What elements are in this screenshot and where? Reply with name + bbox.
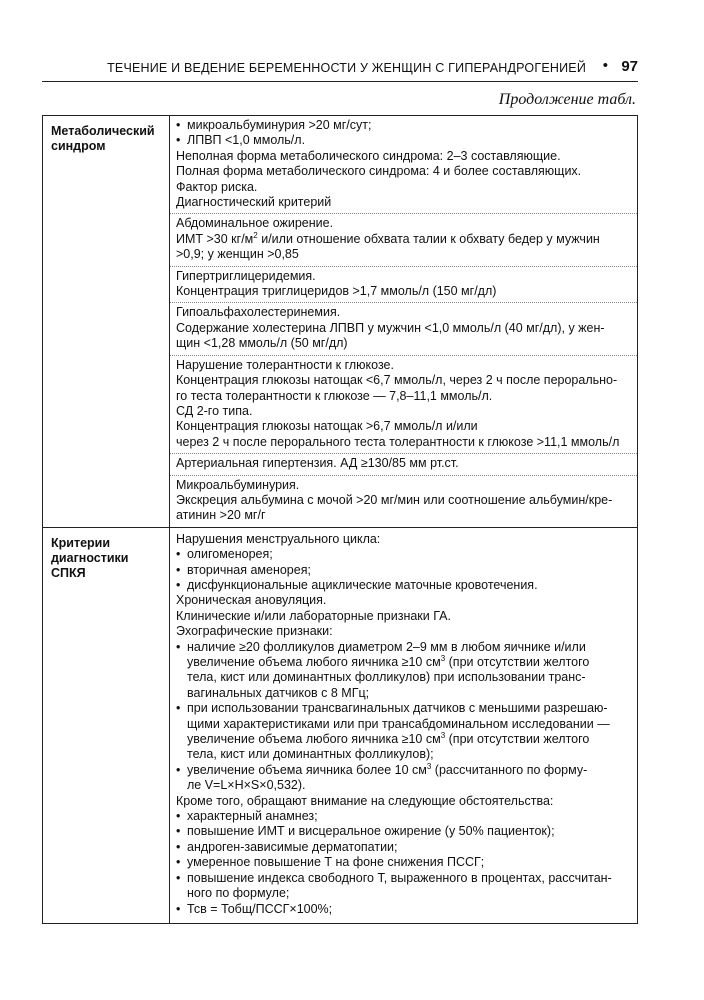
criteria-block (170, 116, 637, 214)
text-line: Хроническая ановуляция. (176, 593, 327, 608)
list-item: • увеличение объема яичника более 10 $см^3$ (рассчитанного по форму- ле V=L×H×S×0,532). (176, 763, 631, 794)
text-line: Микроальбуминурия. (176, 477, 300, 492)
text-line: Содержание холестерина ЛПВП у мужчин <1,0 ммоль/л (40 мг/дл), у жен- (176, 320, 605, 335)
list-item: • дисфункциональные ациклические маточные кровотечения. (176, 578, 631, 593)
text-line: Диагностический критерий (176, 195, 332, 210)
bullet-icon (176, 902, 187, 916)
text-line: Фактор риска. (176, 179, 258, 194)
table-row-metabolic-syndrome (43, 116, 638, 528)
table-continuation-caption: Продолжение табл. (498, 91, 636, 108)
text-line: атинин >20 мг/г (176, 508, 266, 523)
bullet-icon (176, 701, 187, 715)
text-line: через 2 ч после перорального теста толерантности к глюкозе >11,1 ммоль/л (176, 434, 620, 449)
criteria-block-microalbuminuria (170, 476, 637, 527)
row-content-metabolic-syndrome (170, 116, 638, 528)
text-line: Неполная форма метаболического синдрома: 2–3 составляющие. (176, 148, 561, 163)
bullet-icon (176, 547, 187, 561)
text-line: Клинические и/или лабораторные признаки ГА. (176, 608, 451, 623)
list-item: • характерный анамнез; (176, 809, 631, 824)
list-item: • при использовании трансвагинальных датчиков с меньшими разрешаю- щими характеристиками или при трансабдоминальном исследовании — увеличение объема любого яичника ≥10 $см^3$ (при отсутствии желтого тела, кист или доминантных фолликулов); (176, 701, 631, 763)
criteria-block-abdominal-obesity (170, 214, 637, 266)
row-label-line: синдром (51, 139, 106, 153)
text-line: ИМТ >30 $кг/м^2$ и/или отношение обхвата талии к обхвату бедер у мужчин (176, 230, 600, 246)
text-line: Нарушения менструального цикла: (176, 531, 381, 546)
bullet-icon (176, 824, 187, 838)
row-label-pcos-criteria (43, 527, 170, 923)
text-line: Гипоальфахолестеринемия. (176, 305, 341, 320)
row-label-metabolic-syndrome (43, 116, 170, 528)
text-line: Гипертриглицеридемия. (176, 268, 316, 283)
text-line: Концентрация триглицеридов >1,7 ммоль/л (150 мг/дл) (176, 284, 497, 299)
running-header (42, 57, 638, 79)
list-item: • повышение индекса свободного Т, выраженного в процентах, рассчитан- ного по формуле; (176, 871, 631, 902)
criteria-block-hypertriglyceridemia (170, 267, 637, 304)
row-label-line: СПКЯ (51, 565, 86, 580)
list-item: • андроген-зависимые дерматопатии; (176, 840, 631, 855)
page-number: 97 (621, 58, 638, 75)
header-bullet: • (602, 57, 608, 74)
bullet-icon (176, 578, 187, 592)
criteria-block-hypertension (170, 454, 637, 475)
criteria-table (42, 115, 638, 924)
list-item: • ЛПВП <1,0 ммоль/л. (176, 133, 631, 148)
list-item: • наличие ≥20 фолликулов диаметром 2–9 мм в любом яичнике и/или увеличение объема любого яичника ≥10 $см^3$ (при отсутствии желтого тела, кист или доминантных фолликулов) при использовании транс- вагинальных датчиков с 8 МГц; (176, 640, 631, 702)
bullet-icon (176, 809, 187, 823)
row-content-pcos-criteria (170, 527, 638, 923)
text-line: Абдоминальное ожирение. (176, 216, 334, 231)
bullet-icon (176, 855, 187, 869)
bullet-icon (176, 563, 187, 577)
text-line: Нарушение толерантности к глюкозе. (176, 357, 394, 372)
list-item: • повышение ИМТ и висцеральное ожирение (у 50% пациенток); (176, 824, 631, 839)
criteria-block-hypoalphacholesterolemia (170, 303, 637, 355)
list-item: • олигоменорея; (176, 547, 631, 562)
bullet-icon (176, 640, 187, 654)
table-row-pcos-criteria (43, 527, 638, 923)
text-line: щин <1,28 ммоль/л (50 мг/дл) (176, 336, 348, 351)
text-line: Кроме того, обращают внимание на следующие обстоятельства: (176, 793, 554, 808)
list-item: • умеренное повышение Т на фоне снижения ПССГ; (176, 855, 631, 870)
row-label-line: Метаболический (51, 124, 155, 138)
running-header-title: ТЕЧЕНИЕ И ВЕДЕНИЕ БЕРЕМЕННОСТИ У ЖЕНЩИН С ГИПЕРАНДРОГЕНИЕЙ (107, 61, 586, 75)
text-line: Эхографические признаки: (176, 624, 333, 639)
bullet-icon (176, 118, 187, 132)
text-line: СД 2-го типа. (176, 403, 253, 418)
text-line: Концентрация глюкозы натощак >6,7 ммоль/л и/или (176, 419, 478, 434)
text-line: го теста толерантности к глюкозе — 7,8–11,1 ммоль/л. (176, 388, 493, 403)
bullet-icon (176, 133, 187, 147)
list-item: • микроальбуминурия >20 мг/сут; (176, 118, 631, 133)
text-line: Экскреция альбумина с мочой >20 мг/мин или соотношение альбумин/кре- (176, 492, 613, 507)
text-line: Концентрация глюкозы натощак <6,7 ммоль/л, через 2 ч после перорально- (176, 373, 618, 388)
list-item: • Тсв = Тобщ/ПССГ×100%; (176, 902, 631, 917)
row-label-line: Критерии (51, 535, 111, 550)
criteria-block-glucose-tolerance (170, 356, 637, 454)
bullet-icon (176, 763, 187, 777)
header-rule (42, 81, 638, 82)
bullet-icon (176, 840, 187, 854)
list-item: • вторичная аменорея; (176, 563, 631, 578)
text-line: >0,9; у женщин >0,85 (176, 247, 299, 262)
text-line: Полная форма метаболического синдрома: 4 и более составляющих. (176, 164, 582, 179)
text-line: Артериальная гипертензия. АД ≥130/85 мм рт.ст. (176, 456, 459, 471)
criteria-block-pcos (170, 528, 637, 923)
bullet-icon (176, 871, 187, 885)
row-label-line: диагностики (51, 550, 129, 565)
